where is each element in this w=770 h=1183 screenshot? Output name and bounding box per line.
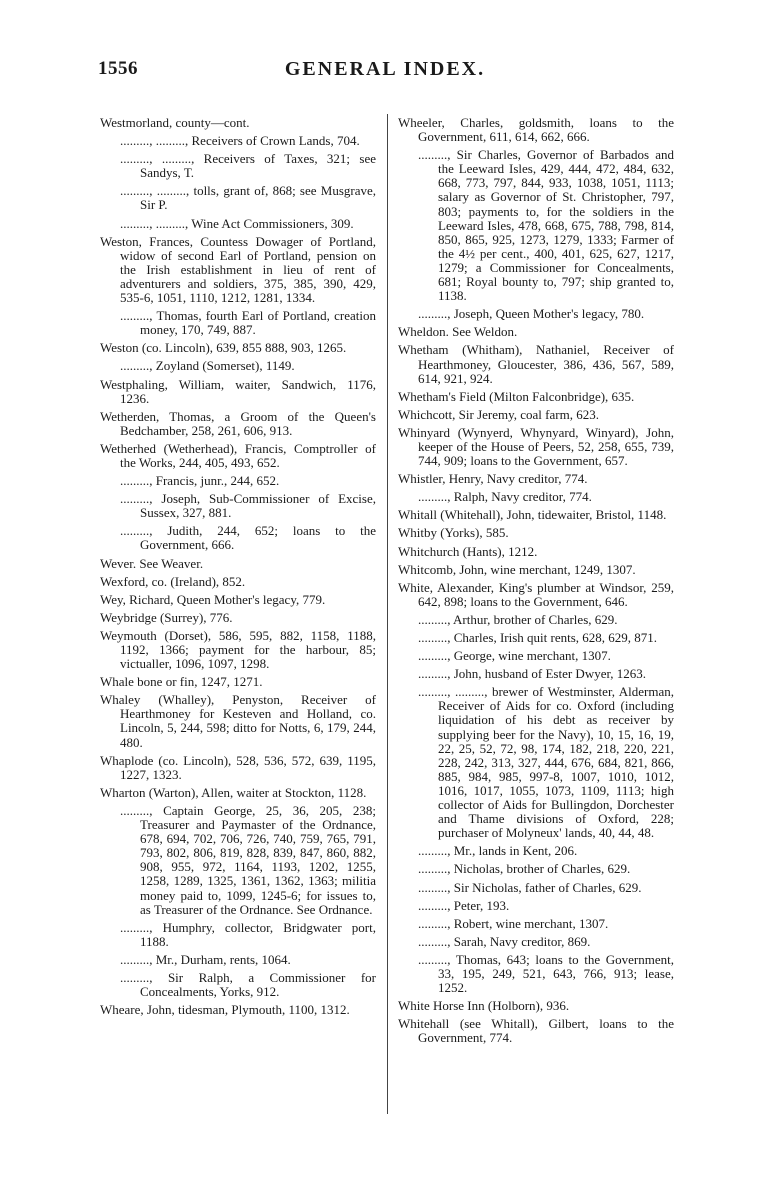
index-entry: Whaley (Whalley), Penyston, Receiver of Hearthmoney for Kesteven and Holland, co. Lincoln, 5, 244, 598; ditto for Notts, 6, 179, 244, 480.	[100, 692, 376, 750]
index-entry: Weymouth (Dorset), 586, 595, 882, 1158, 1188, 1192, 1366; payment for the harbour, 85; victualler, 1096, 1097, 1298.	[100, 627, 376, 672]
index-entry: ........., Charles, Irish quit rents, 628, 629, 871.	[418, 630, 658, 645]
index-entry: Whitehall (see Whitall), Gilbert, loans to the Government, 774.	[398, 1016, 674, 1046]
index-entry: ........., Sir Ralph, a Commissioner for Concealments, Yorks, 912.	[120, 969, 376, 1000]
index-entry: Whichcott, Sir Jeremy, coal farm, 623.	[398, 406, 599, 422]
index-entry: ........., Sir Nicholas, father of Charles, 629.	[418, 879, 642, 895]
index-entry: Wever. See Weaver.	[100, 555, 204, 571]
index-entry: ........., ........., Receivers of Crown Lands, 704.	[120, 133, 360, 149]
index-entry: ........., Sir Charles, Governor of Barbados and the Leeward Isles, 429, 444, 472, 484, 632, 668, 773, 797, 844, 933, 1038, 1051, 1113; salary as Governor of St. Christopher, 797, 803; payments to, for the soldiers in the Leeward Isles, 478, 668, 675, 788, 798, 814, 850, 865, 925, 1273, 1279, 1333; Farmer of the 4½ per cent., 400, 401, 625, 627, 1217, 1279; a Commissioner for Concealments, 681; Royal bounty to, 797; ship granted to, 1138.	[418, 147, 674, 304]
index-entry: ........., Robert, wine merchant, 1307.	[418, 915, 609, 931]
index-entry: ........., Humphry, collector, Bridgwater port, 1188.	[120, 919, 376, 949]
index-entry: Wheare, John, tidesman, Plymouth, 1100, 1312.	[100, 1002, 350, 1018]
index-entry: Whitby (Yorks), 585.	[398, 525, 509, 541]
index-entry: ........., Mr., Durham, rents, 1064.	[120, 951, 291, 967]
index-entry: ........., Sarah, Navy creditor, 869.	[418, 933, 591, 949]
index-entry: Wheeler, Charles, goldsmith, loans to the Government, 611, 614, 662, 666.	[398, 115, 674, 145]
index-entry: Whetham (Whitham), Nathaniel, Receiver of Hearthmoney, Gloucester, 386, 436, 567, 589, 614, 921, 924.	[398, 342, 674, 386]
index-entry: Whaplode (co. Lincoln), 528, 536, 572, 639, 1195, 1227, 1323.	[100, 752, 376, 782]
index-entry: ........., Judith, 244, 652; loans to the Government, 666.	[120, 523, 376, 553]
index-entry: ........., Captain George, 25, 36, 205, 238; Treasurer and Paymaster of the Ordnance, 678, 694, 702, 706, 726, 740, 759, 765, 791, 793, 802, 806, 819, 828, 839, 847, 860, 882, 908, 955, 972, 1164, 1193, 1202, 1255, 1258, 1289, 1325, 1361, 1362, 1363; militia money paid to, 1099, 1245-6; for issues to, as Treasurer of the Ordnance. See Ordnance.	[120, 802, 376, 917]
index-entry: Weston (co. Lincoln), 639, 855 888, 903, 1265.	[100, 340, 347, 356]
column-divider	[387, 114, 388, 1114]
index-entry: Wetherden, Thomas, a Groom of the Queen's Bedchamber, 258, 261, 606, 913.	[100, 408, 376, 438]
index-entry: ........., ........., brewer of Westminster, Alderman, Receiver of Aids for co. Oxford (including liquidation of his debt as receiver by supplying beer for the Navy), 10, 15, 16, 19, 22, 25, 52, 72, 98, 174, 182, 218, 220, 221, 228, 242, 313, 327, 444, 676, 684, 821, 866, 885, 984, 985, 997-8, 1007, 1010, 1012, 1016, 1017, 1055, 1073, 1109, 1113; high collector of Aids for Bullingdon, Dorchester and Thame divisions of Oxford, 228; purchaser of Molyneux' lands, 40, 44, 48.	[418, 684, 674, 841]
left-index-column	[100, 116, 376, 1021]
index-entry: ........., ........., Receivers of Taxes, 321; see Sandys, T.	[120, 151, 376, 181]
index-entry: Wey, Richard, Queen Mother's legacy, 779.	[100, 591, 326, 607]
running-title: GENERAL INDEX.	[284, 58, 486, 80]
index-entry: Whitcomb, John, wine merchant, 1249, 1307.	[398, 561, 636, 577]
page-number: 1556	[98, 58, 138, 79]
index-entry: Westmorland, county—cont.	[100, 115, 250, 130]
index-entry: ........., Zoyland (Somerset), 1149.	[120, 358, 295, 374]
index-entry: ........., ........., Wine Act Commissioners, 309.	[120, 215, 354, 231]
index-entry: ........., Joseph, Queen Mother's legacy, 780.	[418, 306, 645, 322]
index-entry: ........., Ralph, Navy creditor, 774.	[418, 489, 592, 505]
index-entry: Whitall (Whitehall), John, tidewaiter, Bristol, 1148.	[398, 507, 667, 523]
right-index-column	[398, 116, 674, 1049]
index-entry: Wexford, co. (Ireland), 852.	[100, 573, 246, 589]
index-entry: Weybridge (Surrey), 776.	[100, 609, 233, 625]
index-entry: White, Alexander, King's plumber at Windsor, 259, 642, 898; loans to the Government, 646.	[398, 579, 674, 609]
index-entry: Wetherhed (Wetherhead), Francis, Comptroller of the Works, 244, 405, 493, 652.	[100, 440, 376, 470]
index-entry: Whinyard (Wynyerd, Whynyard, Winyard), John, keeper of the House of Peers, 52, 258, 655, 739, 744, 909; loans to the Government, 657.	[398, 424, 674, 469]
index-entry: ........., ........., tolls, grant of, 868; see Musgrave, Sir P.	[120, 183, 376, 213]
index-entry: ........., Peter, 193.	[418, 897, 510, 913]
index-entry: White Horse Inn (Holborn), 936.	[398, 998, 570, 1014]
index-entry: ........., George, wine merchant, 1307.	[418, 648, 611, 664]
index-entry: Whistler, Henry, Navy creditor, 774.	[398, 471, 588, 487]
page-header	[0, 58, 770, 88]
index-entry: ........., Nicholas, brother of Charles, 629.	[418, 861, 631, 877]
index-entry: ........., Joseph, Sub-Commissioner of Excise, Sussex, 327, 881.	[120, 491, 376, 521]
index-entry: ........., Mr., lands in Kent, 206.	[418, 843, 578, 859]
index-entry: Westphaling, William, waiter, Sandwich, 1176, 1236.	[100, 376, 376, 406]
index-entry: Whale bone or fin, 1247, 1271.	[100, 674, 263, 690]
index-entry: ........., John, husband of Ester Dwyer, 1263.	[418, 666, 647, 682]
index-entry: Weston, Frances, Countess Dowager of Portland, widow of second Earl of Portland, pension on the Irish establishment in lieu of rent of adventurers and soldiers, 375, 385, 390, 429, 535-6, 1051, 1110, 1212, 1281, 1334.	[100, 233, 376, 306]
index-entry: ........., Francis, junr., 244, 652.	[120, 473, 280, 489]
index-entry: Whitchurch (Hants), 1212.	[398, 543, 538, 559]
index-entry: ........., Thomas, fourth Earl of Portland, creation money, 170, 749, 887.	[120, 308, 376, 338]
index-entry: Whetham's Field (Milton Falconbridge), 635.	[398, 388, 635, 404]
index-entry: Wheldon. See Weldon.	[398, 324, 518, 340]
index-entry: ........., Thomas, 643; loans to the Government, 33, 195, 249, 521, 643, 766, 913; lease, 1252.	[418, 951, 674, 996]
index-entry: Wharton (Warton), Allen, waiter at Stockton, 1128.	[100, 784, 367, 800]
index-entry: ........., Arthur, brother of Charles, 629.	[418, 611, 618, 627]
